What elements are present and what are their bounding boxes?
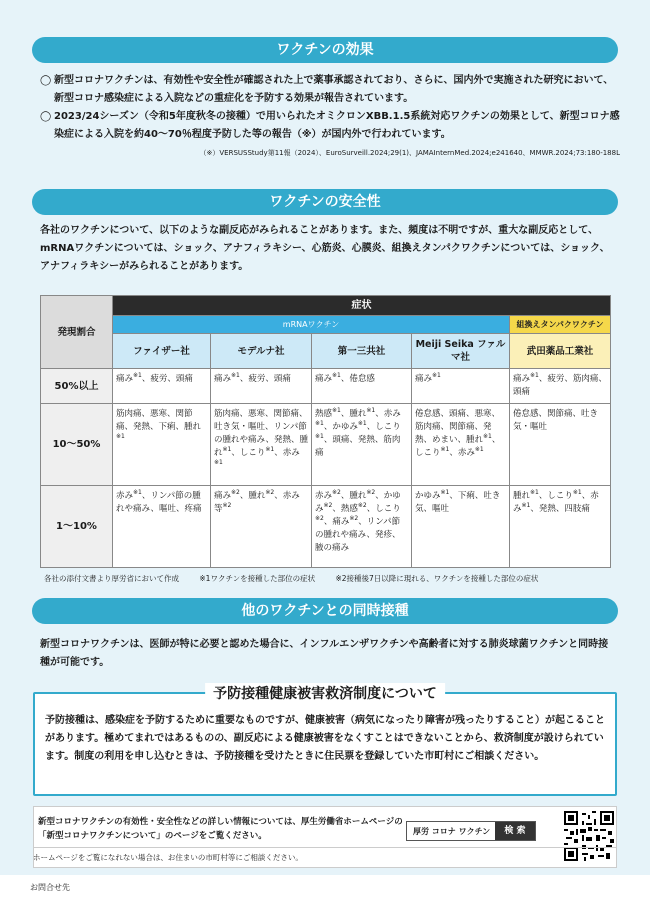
footer <box>0 875 650 901</box>
bullet-mark: ◯ <box>40 75 52 86</box>
contact-label: お問合せ先 <box>30 883 70 892</box>
search-keywords: 厚労 コロナ ワクチン <box>413 827 491 836</box>
concurrent-title: 他のワクチンとの同時接種 <box>32 598 618 624</box>
table-cell: 倦怠感、頭痛、悪寒、筋肉痛、関節痛、発熱、めまい、腫れ$^{※1}$、しこり$^{※1}$、赤み$^{※1}$ <box>412 404 510 486</box>
header-symptoms: 症状 <box>113 296 611 316</box>
header-mrna: mRNAワクチン <box>113 316 510 334</box>
relief-box <box>33 686 617 796</box>
search-button[interactable]: 検 索 <box>495 822 535 840</box>
safety-title: ワクチンの安全性 <box>32 189 618 215</box>
table-row <box>41 369 611 404</box>
company-header: 第一三共社 <box>312 334 412 369</box>
row-label: 1～10% <box>41 486 113 568</box>
table-cell: 痛み$^{※1}$、疲労、頭痛 <box>211 369 312 404</box>
concurrent-text: 新型コロナワクチンは、医師が特に必要と認めた場合に、インフルエンザワクチンや高齢者に対する肺炎球菌ワクチンと同時接種が可能です。 <box>40 639 609 668</box>
table-cell: 筋肉痛、悪寒、関節痛、吐き気・嘔吐、リンパ節の腫れや痛み、発熱、腫れ$^{※1}$、しこり$^{※1}$、赤み$^{※1}$ <box>211 404 312 486</box>
effect-bullet-2-text: 2023/24シーズン（令和5年度秋冬の接種）で用いられたオミクロンXBB.1.5系統対応ワクチンの効果として、新型コロナ感染症による入院を約40～70％程度予防した等の報告（※）が国内外で行われています。 <box>54 111 620 140</box>
effect-bullet-1 <box>40 72 620 108</box>
table-cell: 痛み$^{※1}$、疲労、筋肉痛、頭痛 <box>510 369 611 404</box>
effect-note: （※）VERSUSStudy第11報（2024）、EuroSurveill.2024;29(1)、JAMAInternMed.2024;e241640、MMWR.2024;73:180-188L <box>199 149 620 157</box>
company-header: Meiji Seika ファルマ社 <box>412 334 510 369</box>
qr-code-icon[interactable] <box>564 811 614 861</box>
table-cell: かゆみ$^{※1}$、下痢、吐き気、嘔吐 <box>412 486 510 568</box>
table-cell: 腫れ$^{※1}$、しこり$^{※1}$、赤み$^{※1}$、発熱、四肢痛 <box>510 486 611 568</box>
table-notes <box>44 573 614 584</box>
table-cell: 赤み$^{※2}$、腫れ$^{※2}$、かゆみ$^{※2}$、熱感$^{※2}$、しこり$^{※2}$、痛み$^{※2}$、リンパ節の腫れや痛み、発疹、腋の痛み <box>312 486 412 568</box>
table-cell: 熱感$^{※1}$、腫れ$^{※1}$、赤み$^{※1}$、かゆみ$^{※1}$、しこり$^{※1}$、頭痛、発熱、筋肉痛 <box>312 404 412 486</box>
info-divider <box>33 847 617 848</box>
table-note-2: ※2接種後7日以降に現れる、ワクチンを接種した部位の症状 <box>335 574 539 583</box>
row-label: 10～50% <box>41 404 113 486</box>
effect-bullet-2 <box>40 108 620 144</box>
table-note-source: 各社の添付文書より厚労省において作成 <box>44 574 179 583</box>
table-cell: 痛み$^{※1}$、疲労、頭痛 <box>113 369 211 404</box>
company-header: 武田薬品工業社 <box>510 334 611 369</box>
info-text: 新型コロナワクチンの有効性・安全性などの詳しい情報については、厚生労働省ホームページの「新型コロナワクチンについて」のページをご覧ください。 <box>38 817 403 841</box>
table-row <box>41 486 611 568</box>
info-sub: ホームページをご覧になれない場合は、お住まいの市町村等にご相談ください。 <box>33 853 303 862</box>
company-header: モデルナ社 <box>211 334 312 369</box>
table-cell: 痛み$^{※1}$、倦怠感 <box>312 369 412 404</box>
bullet-mark: ◯ <box>40 111 52 122</box>
safety-intro: 各社のワクチンについて、以下のような副反応がみられることがあります。また、頻度は不明ですが、重大な副反応として、mRNAワクチンについては、ショック、アナフィラキシー、心筋炎、心膜炎、組換えタンパクワクチンについては、ショック、アナフィラキシーがみられることがあります。 <box>40 225 610 272</box>
company-header: ファイザー社 <box>113 334 211 369</box>
effect-body <box>40 72 620 158</box>
row-label: 50%以上 <box>41 369 113 404</box>
table-cell: 痛み$^{※2}$、腫れ$^{※2}$、赤み等$^{※2}$ <box>211 486 312 568</box>
table-row <box>41 404 611 486</box>
table-note-1: ※1ワクチンを接種した部位の症状 <box>199 574 316 583</box>
effect-title: ワクチンの効果 <box>32 37 618 63</box>
header-recombinant: 組換えタンパクワクチン <box>510 316 611 334</box>
relief-title: 予防接種健康被害救済制度について <box>205 683 445 703</box>
table-cell: 倦怠感、関節痛、吐き気・嘔吐 <box>510 404 611 486</box>
side-effects-table <box>40 295 611 568</box>
table-cell: 赤み$^{※1}$、リンパ節の腫れや痛み、嘔吐、疼痛 <box>113 486 211 568</box>
search-box[interactable] <box>406 821 536 841</box>
table-cell: 痛み$^{※1}$ <box>412 369 510 404</box>
rowhead-frequency: 発現割合 <box>41 296 113 369</box>
table-cell: 筋肉痛、悪寒、関節痛、発熱、下痢、腫れ$^{※1}$ <box>113 404 211 486</box>
effect-bullet-1-text: 新型コロナワクチンは、有効性や安全性が確認された上で薬事承認されており、さらに、国内外で実施された研究において、新型コロナ感染症による入院などの重症化を予防する効果が報告されています。 <box>54 75 614 104</box>
relief-text: 予防接種は、感染症を予防するために重要なものですが、健康被害（病気になったり障害が残ったりすること）が起こることがあります。極めてまれではあるものの、副反応による健康被害をなくすことはできないことから、救済制度が設けられています。制度の利用を申し込むときは、予防接種を受けたときに住民票を登録していた市町村にご相談ください。 <box>45 715 605 762</box>
